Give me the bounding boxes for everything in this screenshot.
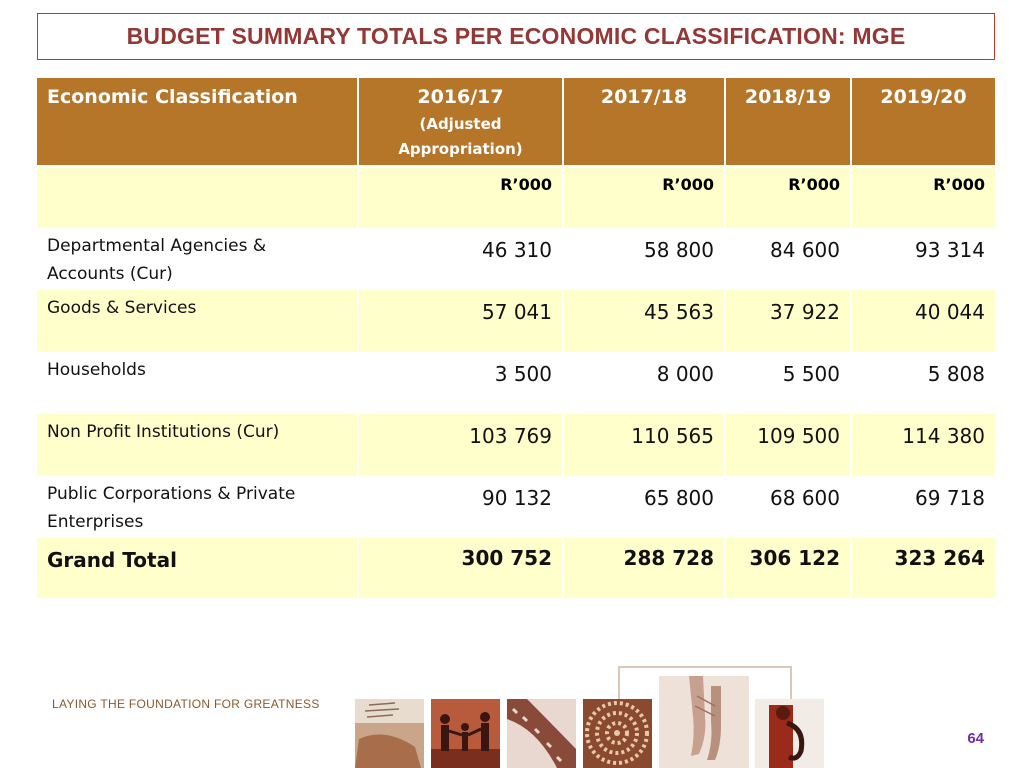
grand-total-label: Grand Total bbox=[37, 538, 358, 598]
footer-tagline: LAYING THE FOUNDATION FOR GREATNESS bbox=[52, 697, 320, 711]
value-cell: 46 310 bbox=[358, 228, 563, 290]
value-cell: 37 922 bbox=[725, 290, 851, 352]
writing-hand-photo bbox=[355, 699, 424, 768]
woven-basket-photo bbox=[583, 699, 652, 768]
header-classification: Economic Classification bbox=[37, 78, 358, 166]
value-cell: 114 380 bbox=[851, 414, 995, 476]
value-cell: 57 041 bbox=[358, 290, 563, 352]
total-value-cell: 306 122 bbox=[725, 538, 851, 598]
page-number: 64 bbox=[967, 730, 984, 747]
value-cell: 8 000 bbox=[563, 352, 725, 414]
title-box bbox=[37, 13, 995, 60]
table-row bbox=[37, 228, 995, 290]
value-cell: 93 314 bbox=[851, 228, 995, 290]
value-cell: 84 600 bbox=[725, 228, 851, 290]
value-cell: 69 718 bbox=[851, 476, 995, 538]
total-value-cell: 323 264 bbox=[851, 538, 995, 598]
header-2016-17-label: 2016/17 bbox=[417, 86, 504, 108]
unit-cell: R’000 bbox=[563, 166, 725, 228]
header-2019-20: 2019/20 bbox=[851, 78, 995, 166]
row-label: Public Corporations & Private Enterprises bbox=[37, 476, 358, 538]
total-value-cell: 300 752 bbox=[358, 538, 563, 598]
table-row bbox=[37, 414, 995, 476]
unit-cell: R’000 bbox=[358, 166, 563, 228]
value-cell: 103 769 bbox=[358, 414, 563, 476]
table-row bbox=[37, 290, 995, 352]
unit-cell: R’000 bbox=[725, 166, 851, 228]
budget-table bbox=[37, 78, 995, 598]
value-cell: 65 800 bbox=[563, 476, 725, 538]
value-cell: 40 044 bbox=[851, 290, 995, 352]
row-label: Departmental Agencies & Accounts (Cur) bbox=[37, 228, 358, 290]
grand-total-row bbox=[37, 538, 995, 598]
film-strip-photo bbox=[507, 699, 576, 768]
value-cell: 58 800 bbox=[563, 228, 725, 290]
total-value-cell: 288 728 bbox=[563, 538, 725, 598]
value-cell: 5 808 bbox=[851, 352, 995, 414]
value-cell: 90 132 bbox=[358, 476, 563, 538]
units-empty-cell bbox=[37, 166, 358, 228]
value-cell: 45 563 bbox=[563, 290, 725, 352]
value-cell: 110 565 bbox=[563, 414, 725, 476]
header-2016-17-sub: (Adjusted Appropriation) bbox=[398, 115, 523, 158]
units-row bbox=[37, 166, 995, 228]
family-silhouette-photo bbox=[431, 699, 500, 768]
value-cell: 3 500 bbox=[358, 352, 563, 414]
row-label: Households bbox=[37, 352, 358, 414]
unit-cell: R’000 bbox=[851, 166, 995, 228]
row-label: Non Profit Institutions (Cur) bbox=[37, 414, 358, 476]
slide-title: BUDGET SUMMARY TOTALS PER ECONOMIC CLASSIFICATION: MGE bbox=[126, 23, 906, 49]
header-2018-19: 2018/19 bbox=[725, 78, 851, 166]
table-header-row bbox=[37, 78, 995, 166]
value-cell: 109 500 bbox=[725, 414, 851, 476]
saxophone-player-photo bbox=[755, 699, 824, 768]
row-label: Goods & Services bbox=[37, 290, 358, 352]
table-row bbox=[37, 352, 995, 414]
header-2017-18: 2017/18 bbox=[563, 78, 725, 166]
table-row bbox=[37, 476, 995, 538]
ballet-shoes-photo bbox=[659, 676, 749, 768]
value-cell: 68 600 bbox=[725, 476, 851, 538]
header-2016-17 bbox=[358, 78, 563, 166]
value-cell: 5 500 bbox=[725, 352, 851, 414]
